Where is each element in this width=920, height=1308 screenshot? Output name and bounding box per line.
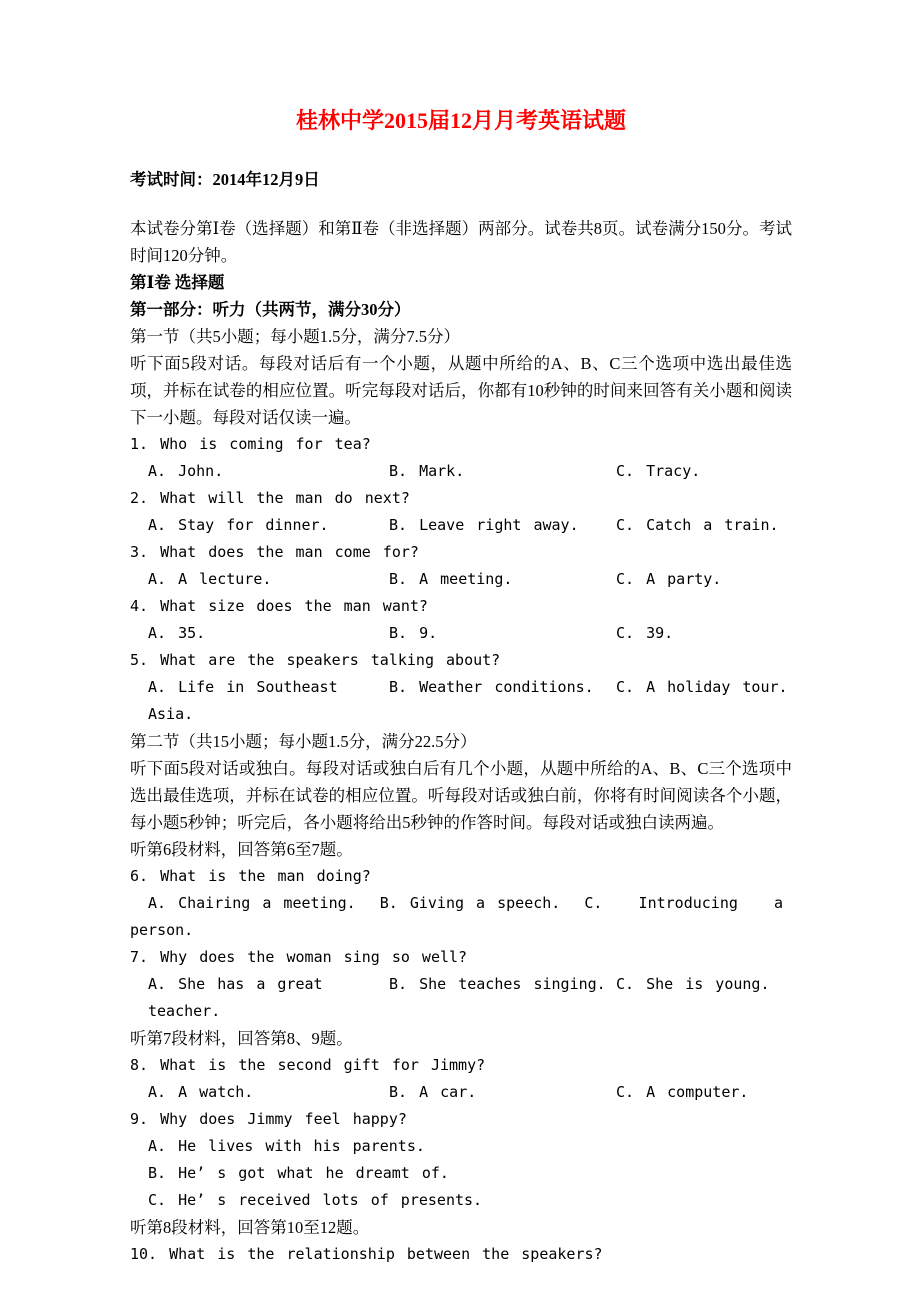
option-b: B. Leave right away. <box>389 516 579 534</box>
option-a: A. A lecture. <box>148 570 272 588</box>
question-line: C. He’ s received lots of presents. <box>148 1191 483 1209</box>
option-row <box>130 566 792 593</box>
question-line: A. Chairing a meeting. B. Giving a speech. C. Introducing a <box>148 894 783 912</box>
option-a: A. Stay for dinner. <box>148 516 329 534</box>
option-b: B. Weather conditions. <box>389 678 594 696</box>
question-line: 9. Why does Jimmy feel happy? <box>130 1110 407 1128</box>
option-a: A. A watch. <box>148 1083 254 1101</box>
question-line: 1. Who is coming for tea? <box>130 435 371 453</box>
page-title: 桂林中学2015届12月月考英语试题 <box>295 108 626 133</box>
document-line: 听第6段材料，回答第6至7题。 <box>130 840 353 859</box>
question-line: 4. What size does the man want? <box>130 597 428 615</box>
question-line: B. He’ s got what he dreamt of. <box>148 1164 449 1182</box>
question-line: 6. What is the man doing? <box>130 867 371 885</box>
option-c: C. A party. <box>616 570 722 588</box>
option-a: A. 35. <box>148 624 206 642</box>
option-b: B. She teaches singing. <box>389 975 606 993</box>
option-c: C. 39. <box>616 624 674 642</box>
question-line: 8. What is the second gift for Jimmy? <box>130 1056 486 1074</box>
document-body <box>130 166 792 1268</box>
document-line: 本试卷分第Ⅰ卷（选择题）和第Ⅱ卷（非选择题）两部分。试卷共8页。试卷满分150分。考试时间120分钟。 <box>130 219 792 265</box>
document-line: 考试时间：2014年12月9日 <box>130 170 320 189</box>
option-a: A. She has a great teacher. <box>148 975 323 1020</box>
document-line: 第二节（共15小题；每小题1.5分，满分22.5分） <box>130 732 477 751</box>
question-line: A. He lives with his parents. <box>148 1137 425 1155</box>
document-line: 听第7段材料，回答第8、9题。 <box>130 1029 353 1048</box>
question-line: 2. What will the man do next? <box>130 489 410 507</box>
option-row <box>130 971 792 1025</box>
option-row <box>130 674 792 728</box>
option-b: B. A car. <box>389 1083 477 1101</box>
option-a: A. John. <box>148 462 224 480</box>
question-line: 7. Why does the woman sing so well? <box>130 948 468 966</box>
document-line: 听第8段材料，回答第10至12题。 <box>130 1218 370 1237</box>
option-c: C. Catch a train. <box>616 516 779 534</box>
option-row <box>130 512 792 539</box>
document-line: 第一部分：听力（共两节，满分30分） <box>130 300 411 319</box>
question-line: 10. What is the relationship between the speakers? <box>130 1245 603 1263</box>
option-row <box>130 1079 792 1106</box>
question-line: 5. What are the speakers talking about? <box>130 651 501 669</box>
option-row <box>130 458 792 485</box>
option-c: C. Tracy. <box>616 462 701 480</box>
document-line: 听下面5段对话。每段对话后有一个小题，从题中所给的A、B、C三个选项中选出最佳选项，并标在试卷的相应位置。听完每段对话后，你都有10秒钟的时间来回答有关小题和阅读下一小题。每段对话仅读一遍。 <box>130 354 792 427</box>
document-line: 第一节（共5小题；每小题1.5分，满分7.5分） <box>130 327 460 346</box>
option-b: B. A meeting. <box>389 570 513 588</box>
document-line: 听下面5段对话或独白。每段对话或独白后有几个小题，从题中所给的A、B、C三个选项中选出最佳选项，并标在试卷的相应位置。听每段对话或独白前，你将有时间阅读各个小题，每小题5秒钟；听完后，各小题将给出5秒钟的作答时间。每段对话或独白读两遍。 <box>130 759 792 832</box>
option-b: B. 9. <box>389 624 438 642</box>
vertical-spacer <box>130 193 792 215</box>
option-c: C. A computer. <box>616 1083 749 1101</box>
option-b: B. Mark. <box>389 462 465 480</box>
option-a: A. Life in Southeast Asia. <box>148 678 338 723</box>
option-c: C. A holiday tour. <box>616 678 788 696</box>
question-line: 3. What does the man come for? <box>130 543 419 561</box>
option-row <box>130 620 792 647</box>
question-line: person. <box>130 921 194 939</box>
document-line: 第Ⅰ卷 选择题 <box>130 273 225 292</box>
option-c: C. She is young. <box>616 975 770 993</box>
